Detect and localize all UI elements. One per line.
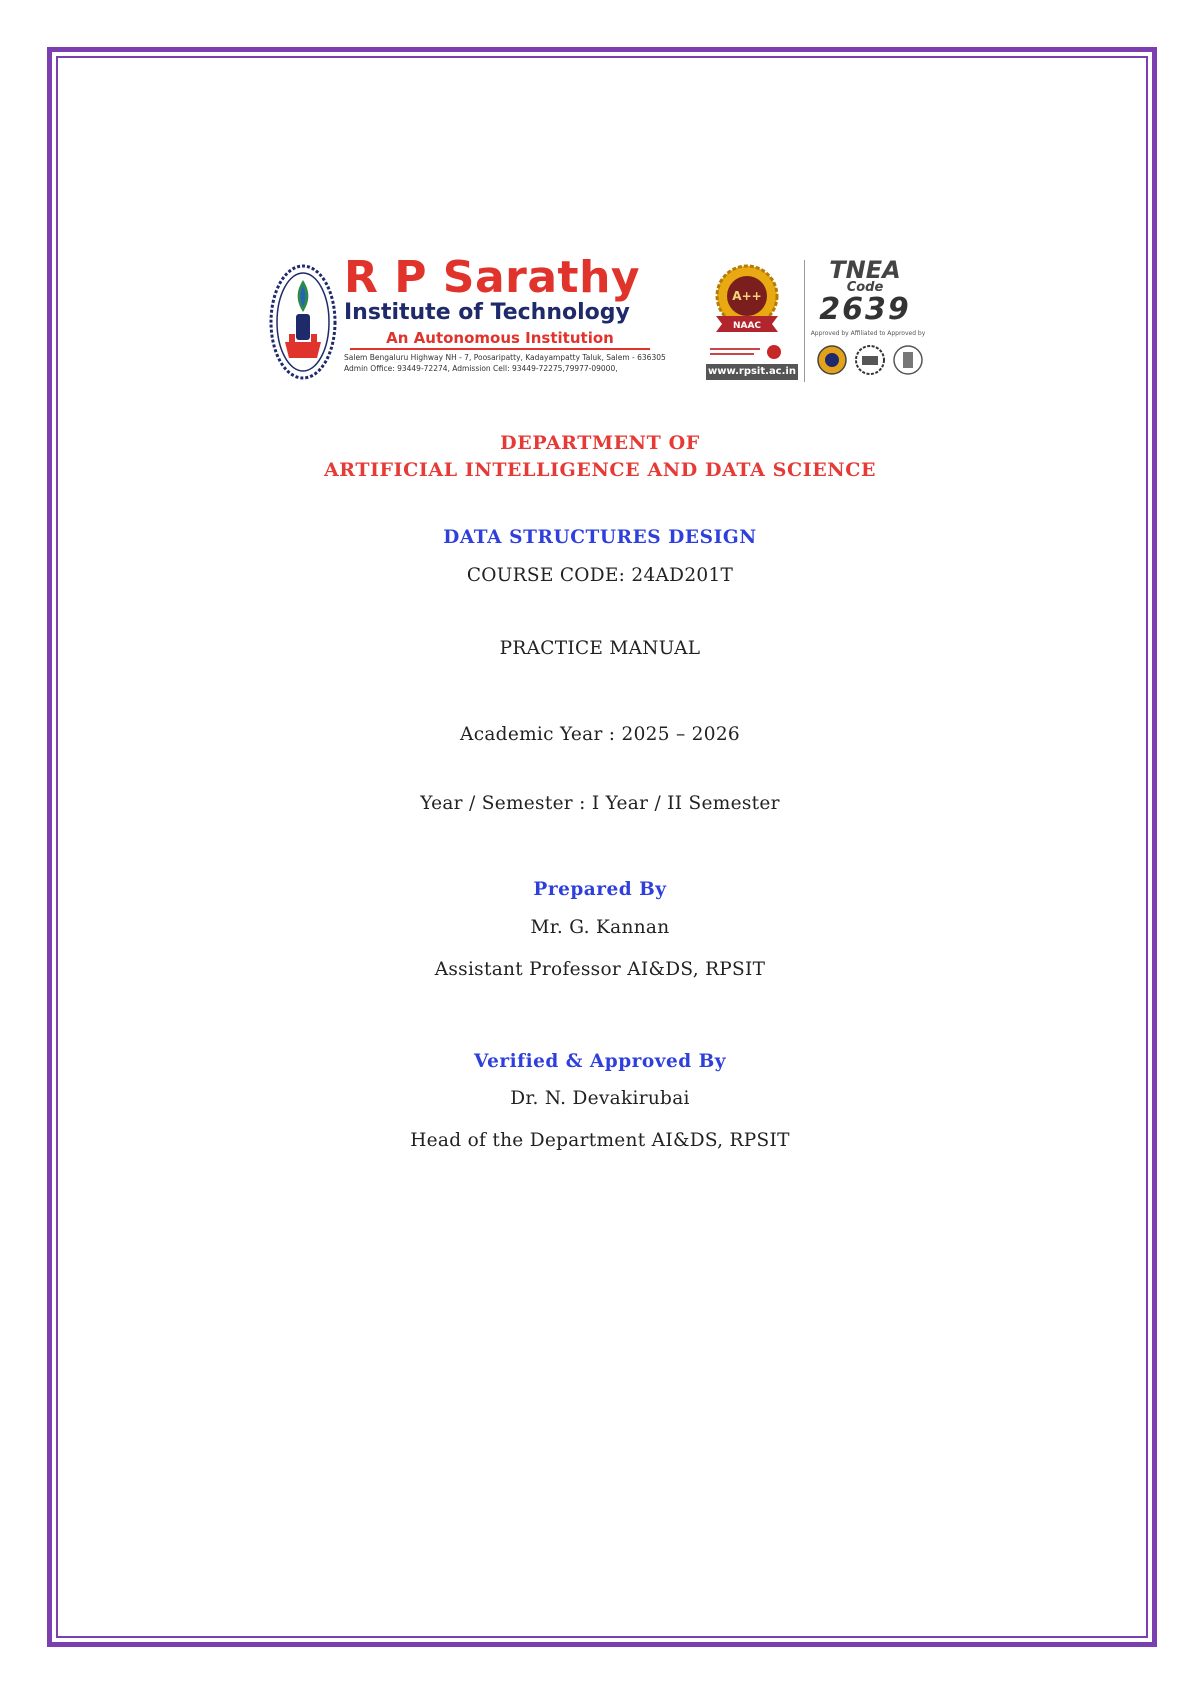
naac-accreditation <box>700 260 798 380</box>
naac-grade: A++ <box>732 289 762 303</box>
approved-by-label: Verified & Approved By <box>473 1051 727 1072</box>
naac-certificate-icon <box>708 344 786 360</box>
course-code: COURSE CODE: 24AD201T <box>466 565 734 586</box>
tnea-code-label: Code <box>846 280 884 295</box>
institution-tagline: An Autonomous Institution <box>350 328 650 350</box>
approver-name: Dr. N. Devakirubai <box>510 1088 690 1109</box>
institution-seal-icon <box>268 262 338 382</box>
tnea-approvals: Approved by Affiliated to Approved by <box>810 330 926 337</box>
year-semester: Year / Semester : I Year / II Semester <box>420 793 780 814</box>
department-heading-line-1: DEPARTMENT OF <box>500 432 700 454</box>
approval-logos-icon <box>816 340 926 380</box>
address-line-1: Salem Bengaluru Highway NH - 7, Poosaripatty, Kadayampatty Taluk, Salem - 636305 <box>344 353 666 362</box>
institution-name: R P Sarathy <box>344 252 641 303</box>
course-title: DATA STRUCTURES DESIGN <box>443 527 757 548</box>
website-url: www.rpsit.ac.in <box>706 364 798 380</box>
approver-designation: Head of the Department AI&DS, RPSIT <box>410 1130 790 1151</box>
institution-banner <box>268 252 938 386</box>
naac-label: NAAC <box>732 321 762 331</box>
preparer-designation: Assistant Professor AI&DS, RPSIT <box>434 959 766 980</box>
tnea-label: TNEA <box>829 256 901 284</box>
manual-type: PRACTICE MANUAL <box>499 638 701 659</box>
academic-year: Academic Year : 2025 – 2026 <box>460 724 740 745</box>
prepared-by-label: Prepared By <box>533 879 667 900</box>
naac-badge-icon <box>712 262 782 340</box>
preparer-name: Mr. G. Kannan <box>530 917 670 938</box>
department-heading-line-2: ARTIFICIAL INTELLIGENCE AND DATA SCIENCE <box>323 459 877 481</box>
institution-subtitle: Institute of Technology <box>344 300 630 325</box>
banner-divider <box>804 260 805 382</box>
address-line-2: Admin Office: 93449-72274, Admission Cell: 93449-72275,79977-09000, <box>344 364 618 373</box>
institution-address <box>344 352 666 374</box>
tnea-code-block <box>810 256 940 382</box>
tnea-code: 2639 <box>819 292 911 327</box>
